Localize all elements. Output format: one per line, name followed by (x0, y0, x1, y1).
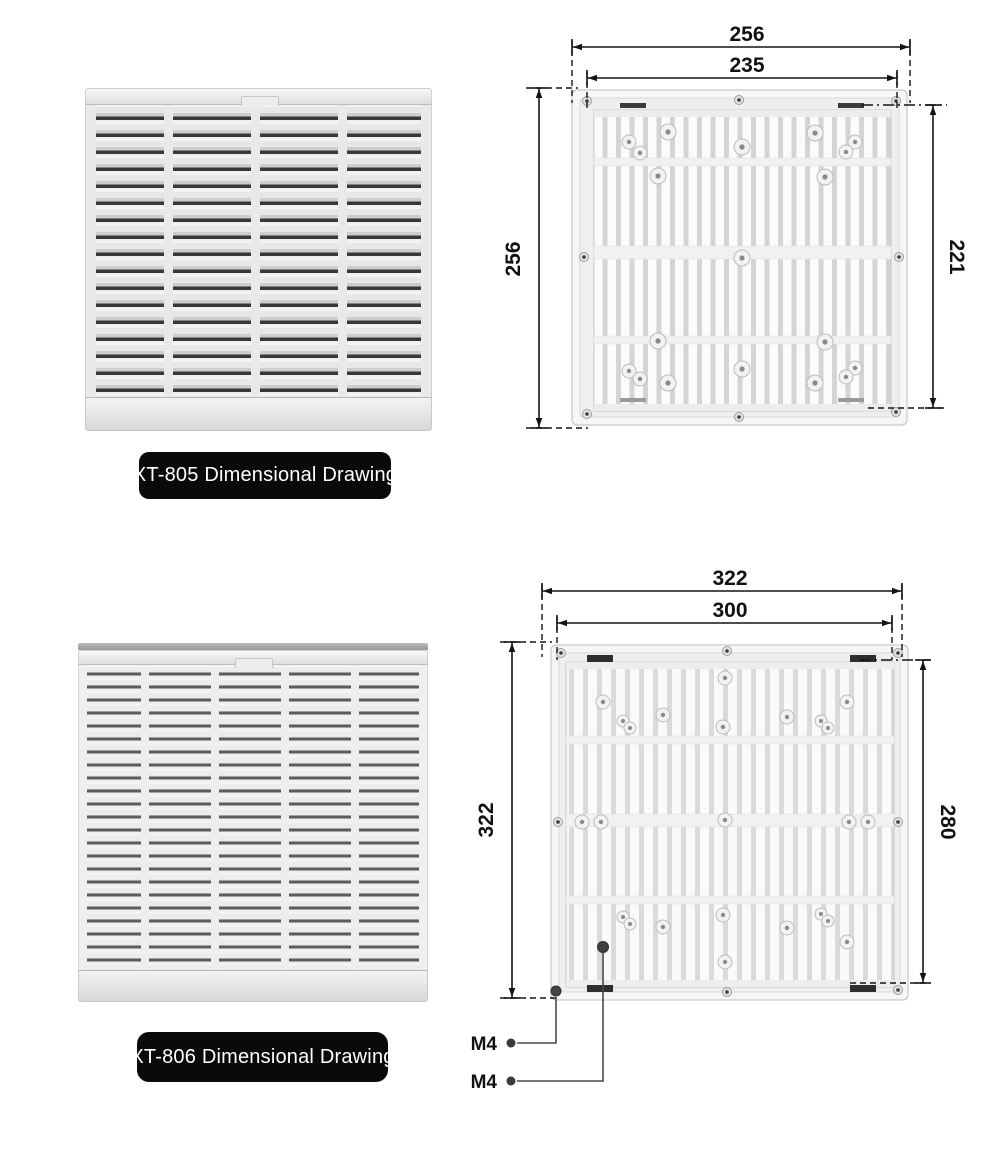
xt806-m4-corner-hole (551, 986, 561, 996)
xt805-dim-label-inner-width: 235 (729, 54, 765, 77)
xt806-dim-inner-height (915, 660, 959, 983)
xt805-badge-text: XT-805 Dimensional Drawing (132, 464, 398, 486)
xt806-m4-callout-2-label: M4 (470, 1072, 497, 1093)
xt806-dim-label-inner-width: 300 (712, 599, 748, 622)
xt805-dim-inner-width (587, 54, 897, 86)
xt805-dim-label-overall-width: 256 (729, 23, 765, 46)
xt806-dim-label-inner-height: 280 (936, 804, 959, 840)
xt806-m4-grid-hole (598, 942, 609, 953)
xt806-rear-view-unit (551, 645, 908, 1000)
xt806-m4-callout-1 (471, 997, 556, 1055)
xt805-rear-view-unit (572, 90, 907, 425)
xt806-dim-inner-width (557, 599, 892, 631)
xt806-label-badge (130, 1032, 395, 1082)
xt806-dim-overall-width (542, 567, 902, 599)
xt805-dim-overall-height (502, 88, 547, 428)
xt805-dim-label-inner-height: 221 (945, 239, 968, 275)
xt805-dim-overall-width (572, 23, 910, 55)
xt805-dim-label-overall-height: 256 (502, 241, 525, 277)
xt805-label-badge (132, 452, 398, 499)
xt806-dim-label-overall-width: 322 (712, 567, 748, 590)
xt806-dim-overall-height (475, 642, 520, 998)
xt806-m4-callout-1-label: M4 (470, 1034, 497, 1055)
xt806-dim-label-overall-height: 322 (475, 802, 498, 838)
xt806-badge-text: XT-806 Dimensional Drawing (130, 1045, 395, 1068)
xt805-dim-inner-height (925, 105, 968, 408)
